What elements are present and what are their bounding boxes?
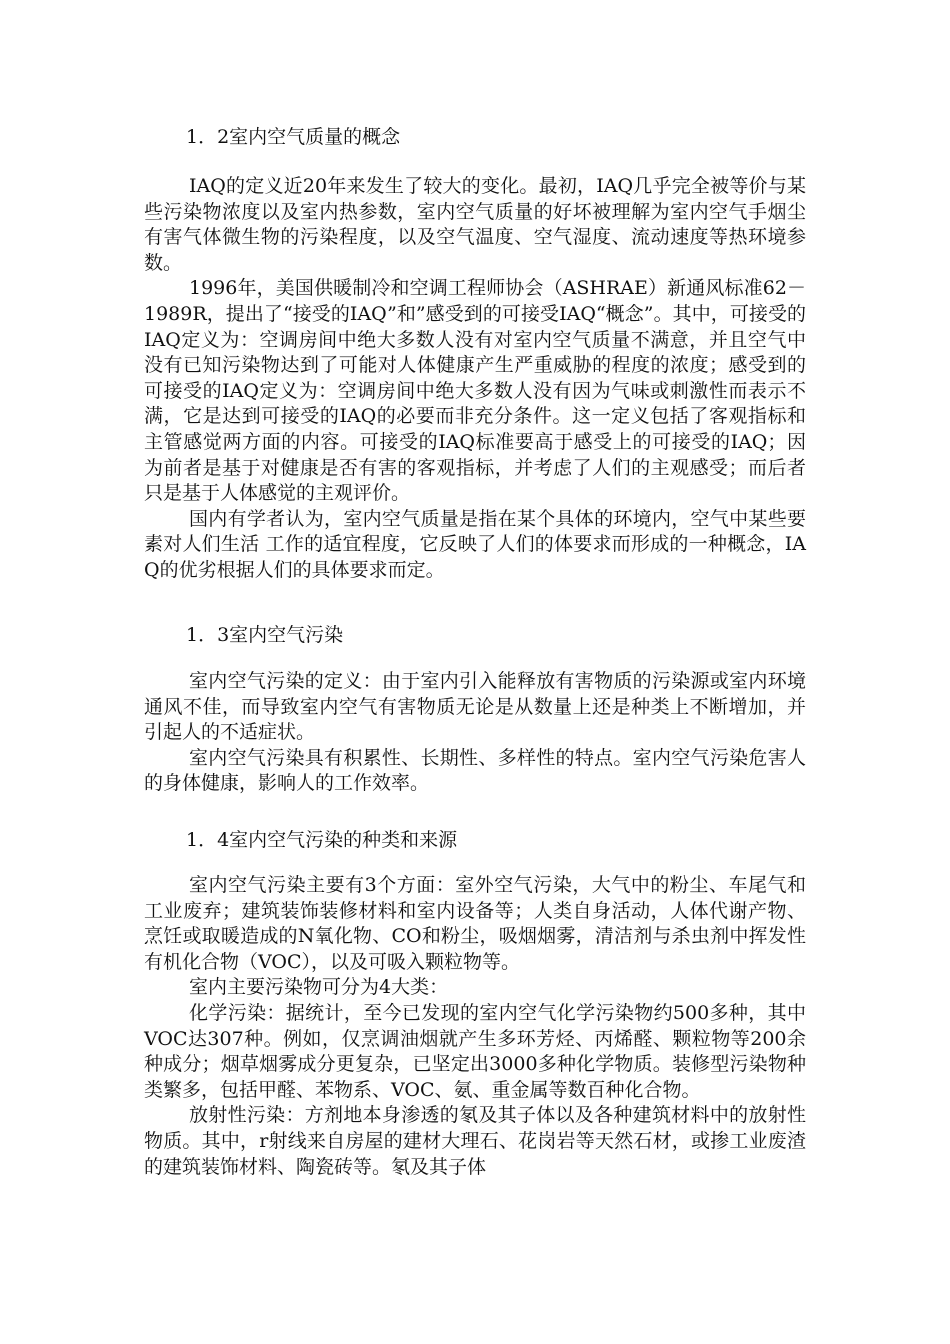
paragraph: 放射性污染：方剂地本身渗透的氡及其子体以及各种建筑材料中的放射性物质。其中，r射线来自房屋的建材大理石、花岗岩等天然石材，或掺工业废渣的建筑装饰材料、陶瓷砖等。氡及其子体: [144, 1104, 806, 1178]
paragraph: 室内空气污染的定义：由于室内引入能释放有害物质的污染源或室内环境通风不佳，而导致室内空气有害物质无论是从数量上还是种类上不断增加，并引起人的不适症状。: [144, 670, 806, 744]
section-body-1-3: [144, 669, 806, 797]
section-heading-1-4: 1．4室内空气污染的种类和来源: [186, 829, 458, 851]
paragraph: 室内空气污染主要有3个方面：室外空气污染，大气中的粉尘、车尾气和工业废弃；建筑装饰装修材料和室内设备等；人类自身活动，人体代谢产物、烹饪或取暖造成的N氧化物、CO和粉尘，吸烟烟雾，清洁剂与杀虫剂中挥发性有机化合物（VOC），以及可吸入颗粒物等。: [144, 874, 806, 973]
paragraph: IAQ的定义近20年来发生了较大的变化。最初，IAQ几乎完全被等价与某些污染物浓度以及室内热参数，室内空气质量的好坏被理解为室内空气手烟尘有害气体微生物的污染程度，以及空气温度、空气湿度、流动速度等热环境参数。: [144, 175, 806, 274]
section-heading-1-2: 1．2室内空气质量的概念: [186, 126, 401, 148]
paragraph: 室内空气污染具有积累性、长期性、多样性的特点。室内空气污染危害人的身体健康，影响人的工作效率。: [144, 746, 806, 795]
paragraph: 室内主要污染物可分为4大类：: [189, 976, 449, 999]
section-heading-1-3: 1．3室内空气污染: [186, 624, 344, 646]
paragraph: 1996年，美国供暖制冷和空调工程师协会（ASHRAE）新通风标准62－1989R，提出了“接受的IAQ”和”感受到的可接受IAQ“概念”。其中，可接受的IAQ定义为：空调房间中绝大多数人没有对室内空气质量不满意，并且空气中没有已知污染物达到了可能对人体健康产生严重威胁的程度的浓度；感受到的可接受的IAQ定义为：空调房间中绝大多数人没有因为气味或刺激性而表示不满，它是达到可接受的IAQ的必要而非充分条件。这一定义包括了客观指标和主管感觉两方面的内容。可接受的IAQ标准要高于感受上的可接受的IAQ；因为前者是基于对健康是否有害的客观指标，并考虑了人们的主观感受；而后者只是基于人体感觉的主观评价。: [144, 277, 806, 505]
section-body-1-2: [144, 174, 806, 584]
paragraph: 化学污染：据统计，至今已发现的室内空气化学污染物约500多种，其中VOC达307种。例如，仅烹调油烟就产生多环芳烃、丙烯醛、颗粒物等200余种成分；烟草烟雾成分更复杂，已坚定出3000多种化学物质。装修型污染物种类繁多，包括甲醛、苯物系、VOC、氨、重金属等数百种化合物。: [144, 1001, 806, 1101]
section-body-1-4: [144, 873, 806, 1180]
paragraph: 国内有学者认为，室内空气质量是指在某个具体的环境内，空气中某些要素对人们生活 工作的适宜程度，它反映了人们的体要求而形成的一种概念，IAQ的优劣根据人们的具体要求而定。: [144, 507, 806, 581]
